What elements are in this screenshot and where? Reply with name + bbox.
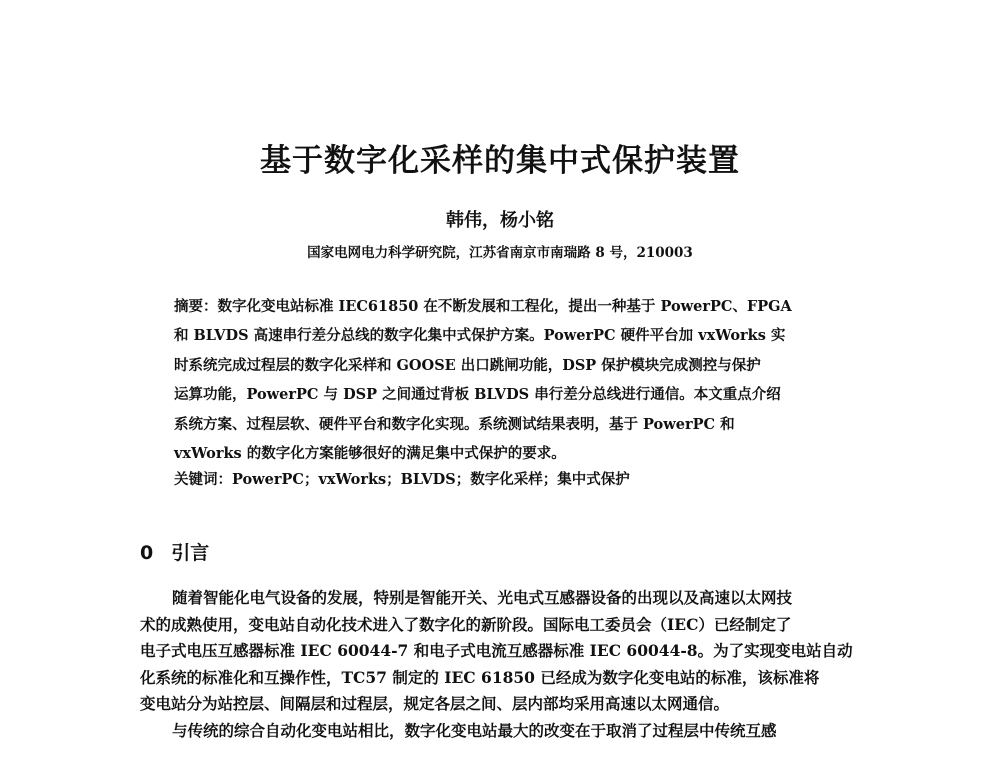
paper-title: 基于数字化采样的集中式保护装置 (260, 143, 740, 179)
abstract-line (174, 292, 834, 321)
body-line: 电子式电压互感器标准 IEC 60044-7 和电子式电流互感器标准 IEC 60044-8。为了实现变电站自动 (140, 641, 853, 660)
section-heading (140, 538, 209, 565)
abstract-text: 数字化变电站标准 IEC61850 在不断发展和工程化，提出一种基于 PowerPC、FPGA (217, 298, 792, 315)
abstract-line: 和 BLVDS 高速串行差分总线的数字化集中式保护方案。PowerPC 硬件平台加 vxWorks 实 (174, 327, 786, 345)
affiliation: 国家电网电力科学研究院，江苏省南京市南瑞路 8 号，210003 (307, 245, 693, 261)
abstract-line: vxWorks 的数字化方案能够很好的满足集中式保护的要求。 (174, 445, 566, 463)
keywords-text: PowerPC；vxWorks；BLVDS；数字化采样；集中式保护 (232, 471, 630, 488)
abstract-label: 摘要： (174, 298, 218, 315)
abstract-line: 系统方案、过程层软、硬件平台和数字化实现。系统测试结果表明，基于 PowerPC 和 (174, 415, 735, 433)
section-number: 0 (140, 542, 154, 564)
section-title: 引言 (171, 542, 210, 564)
body-line: 化系统的标准化和互操作性，TC57 制定的 IEC 61850 已经成为数字化变电站的标准，该标准将 (140, 667, 820, 687)
body-line: 与传统的综合自动化变电站相比，数字化变电站最大的改变在于取消了过程层中传统互感 (172, 720, 777, 740)
keywords (174, 468, 834, 489)
body-line: 变电站分为站控层、间隔层和过程层，规定各层之间、层内部均采用高速以太网通信。 (140, 694, 730, 713)
body-line: 随着智能化电气设备的发展，特别是智能开关、光电式互感器设备的出现以及高速以太网技 (172, 588, 793, 607)
keywords-label: 关键词： (174, 471, 232, 488)
abstract-line: 运算功能，PowerPC 与 DSP 之间通过背板 BLVDS 串行差分总线进行通信。本文重点介绍 (174, 386, 781, 404)
abstract-line: 时系统完成过程层的数字化采样和 GOOSE 出口跳闸功能，DSP 保护模块完成测控与保护 (174, 356, 761, 374)
author-list: 韩伟，杨小铭 (446, 210, 554, 231)
body-text (140, 585, 880, 744)
abstract (174, 292, 834, 468)
body-line: 术的成熟使用，变电站自动化技术进入了数字化的新阶段。国际电工委员会（IEC）已经制定了 (140, 614, 792, 634)
